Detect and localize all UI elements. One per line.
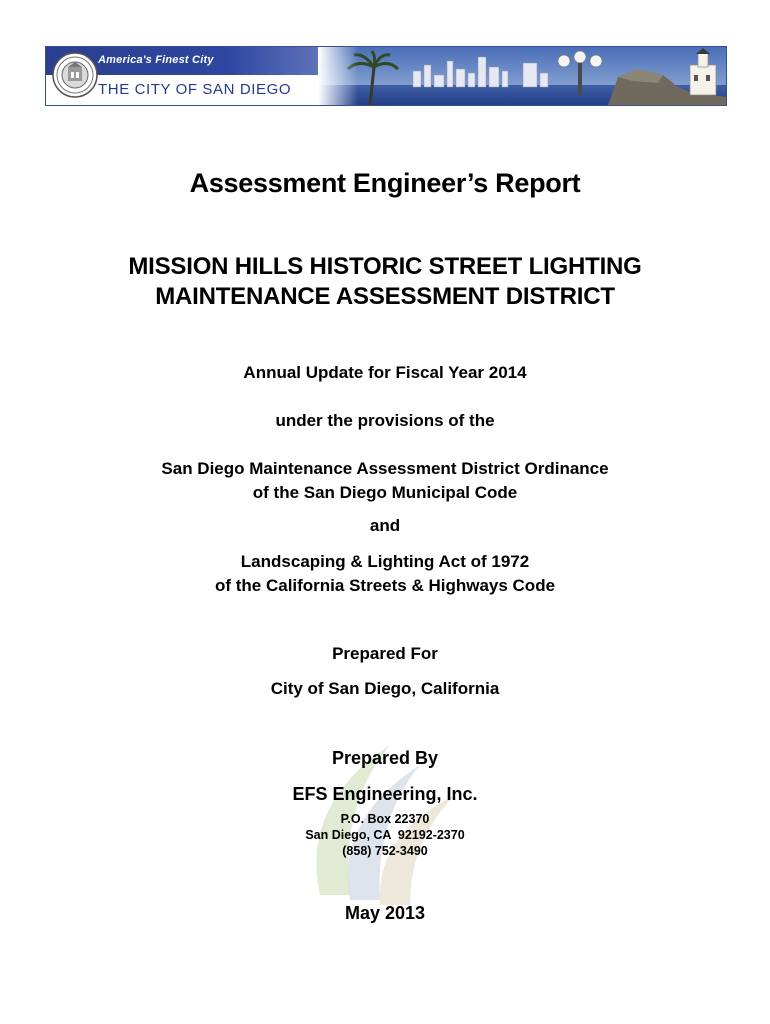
- ordinance-block: [0, 457, 770, 505]
- company-phone: (858) 752-3490: [342, 844, 428, 858]
- annual-update: Annual Update for Fiscal Year 2014: [243, 363, 527, 382]
- provisions-text: under the provisions of the: [275, 411, 495, 430]
- prepared-by-label: Prepared By: [331, 748, 439, 768]
- district-line-2: MAINTENANCE ASSESSMENT DISTRICT: [155, 283, 615, 310]
- company-po-box: P.O. Box 22370: [340, 812, 430, 826]
- ordinance-line-2: of the San Diego Municipal Code: [252, 483, 518, 502]
- district-line-1: MISSION HILLS HISTORIC STREET LIGHTING: [128, 253, 642, 280]
- ordinance-line-1: San Diego Maintenance Assessment District Ordinance: [161, 459, 609, 478]
- district-name: [0, 252, 770, 312]
- banner-city-name: THE CITY OF SAN DIEGO: [98, 81, 292, 98]
- act-line-2: of the California Streets & Highways Code: [214, 576, 556, 595]
- skyline-photo: [318, 47, 726, 105]
- banner-tagline: America's Finest City: [98, 54, 214, 66]
- city-seal-icon: [52, 52, 98, 98]
- company-address: [0, 811, 770, 859]
- and-text: and: [369, 516, 401, 535]
- act-block: [0, 550, 770, 598]
- act-line-1: Landscaping & Lighting Act of 1972: [240, 552, 530, 571]
- report-date: May 2013: [344, 903, 426, 923]
- city-banner: [45, 46, 727, 106]
- prepared-by-company: EFS Engineering, Inc.: [292, 784, 478, 804]
- prepared-for-name: City of San Diego, California: [270, 679, 500, 698]
- prepared-for-label: Prepared For: [332, 644, 438, 663]
- report-title: Assessment Engineer’s Report: [189, 168, 581, 198]
- company-city-zip: San Diego, CA 92192-2370: [305, 828, 465, 842]
